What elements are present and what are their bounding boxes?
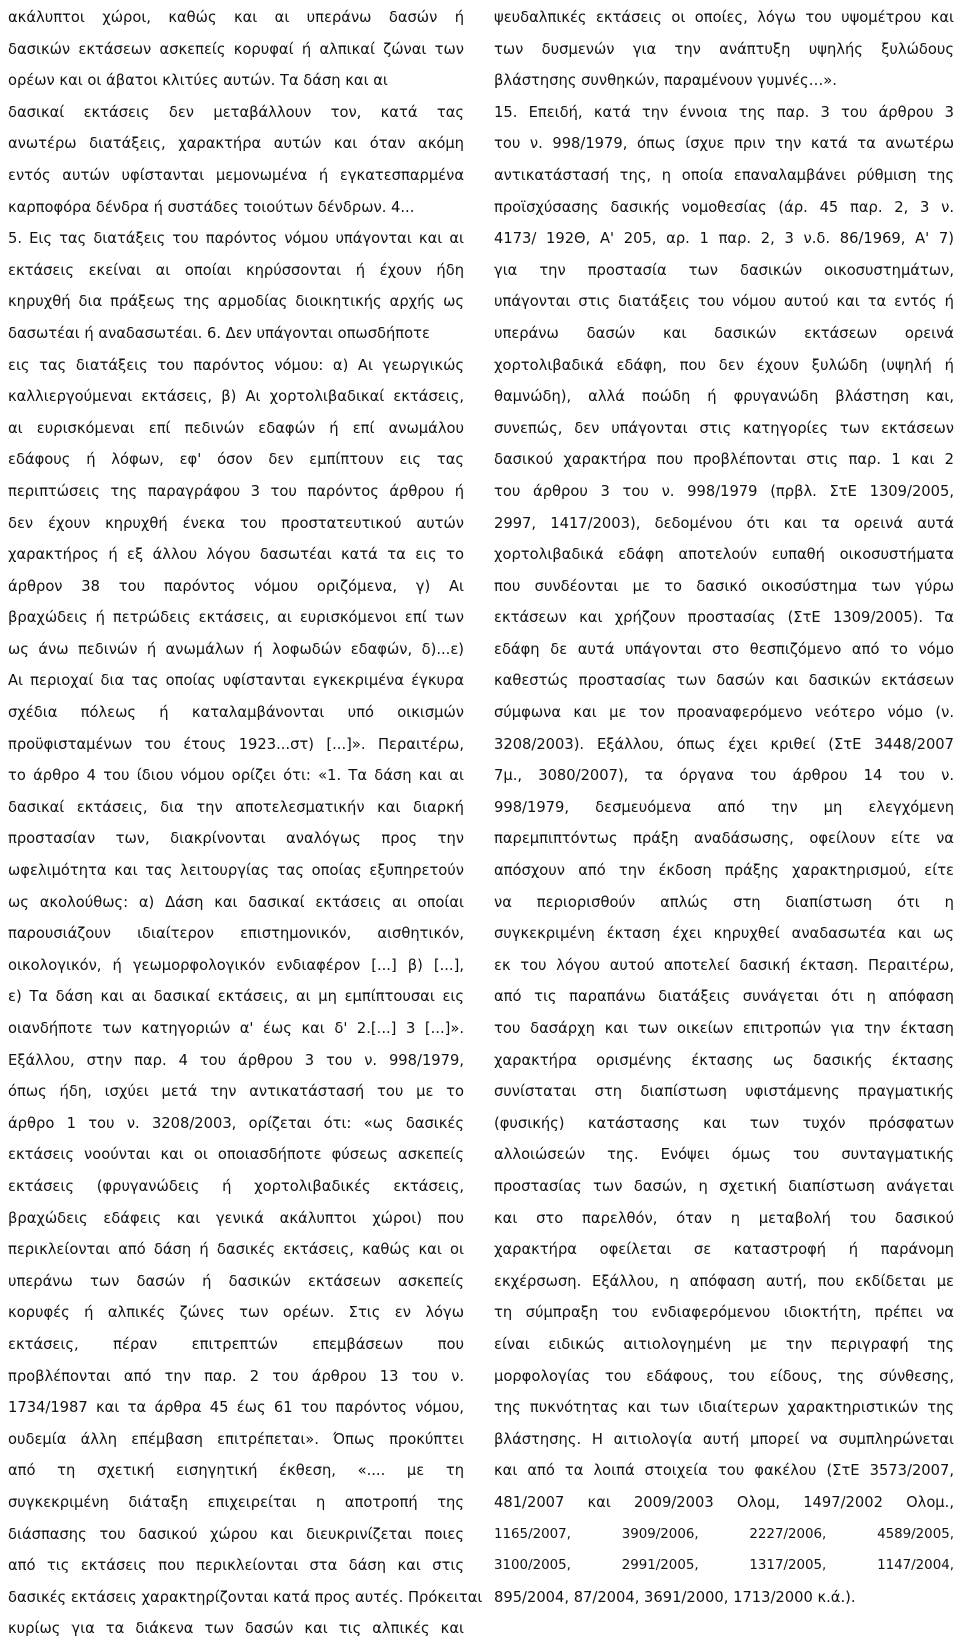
text-line: κορυφές ή αλπικές ζώνες των ορέων. Στις εν λόγω — [8, 1304, 464, 1322]
text-line: του άρθρου 3 του ν. 998/1979 (πρβλ. ΣτΕ 1309/2005, — [494, 482, 954, 500]
text-line: εδάφους ή λόφων, εφ' όσον δεν εμπίπτουν εις τας — [8, 451, 464, 469]
text-line: 998/1979, δεσμευόμενα από την μη ελεγχόμενη — [494, 798, 954, 816]
text-line: του δασάρχη και των οικείων επιτροπών για την έκταση — [494, 1020, 954, 1037]
text-line: αι ευρισκόμεναι επί πεδινών εδαφών ή επί ανωμάλου — [8, 419, 464, 437]
text-line: περιπτώσεις της παραγράφου 3 του παρόντος άρθρου ή — [8, 482, 464, 500]
text-line: σχέδια πόλεως ή καταλαμβάνονται υπό οικισμών — [8, 704, 464, 722]
text-line: χαρακτήρα οφείλεται σε καταστροφή ή παράνομη — [494, 1241, 954, 1259]
text-line: ψευδαλπικές εκτάσεις οι οποίες, λόγω του υψομέτρου και — [494, 9, 954, 26]
text-line: διάσπασης του δασικού χώρου και διευκρινίζεται ποιες — [8, 1525, 464, 1543]
text-line: των δυσμενών για την ανάπτυξη υψηλής ξυλώδους — [494, 40, 954, 58]
text-line: του ν. 998/1979, όπως ίσχυε πριν την κατά τα ανωτέρω — [494, 135, 954, 153]
text-line: άρθρον 38 του παρόντος νόμου οριζόμενα, γ) Αι — [8, 577, 464, 595]
text-line: υπάγονται στις διατάξεις του νόμου αυτού και τα εντός ή — [494, 293, 954, 311]
text-line: της πυκνότητας και των ιδιαίτερων χαρακτηριστικών της — [494, 1399, 954, 1417]
text-line: όπως ήδη, ισχύει μετά την αντικατάστασή του με το — [8, 1083, 464, 1101]
text-line: χαρακτήρα ορισμένης έκτασης ως δασικής έκτασης — [494, 1051, 954, 1069]
text-line: απόσχουν από την έκδοση πράξης χαρακτηρισμού, είτε — [494, 862, 954, 880]
text-line: εκτάσεις εκείναι αι οποίαι κηρύσσονται ή έχουν ήδη — [8, 261, 464, 279]
text-line: εκτάσεις νοούνται και οι οποιασδήποτε φύσεως ασκεπείς — [8, 1146, 464, 1164]
text-line: 1734/1987 και τα άρθρα 45 έως 61 του παρόντος νόμου, — [8, 1399, 464, 1417]
text-line: και στο παρελθόν, όταν η μεταβολή του δασικού — [494, 1209, 954, 1227]
text-line: προϊσχύσασης δασικής νομοθεσίας (άρ. 45 παρ. 2, 3 ν. — [494, 198, 954, 216]
text-line: (φυσικής) κατάστασης και των τυχόν πρόσφατων — [494, 1114, 954, 1132]
text-line: καθεστώς προστασίας των δασών και δασικών εκτάσεων — [494, 672, 954, 690]
text-line: μορφολογίας του εδάφους, του είδους, της σύνθεσης, — [494, 1367, 954, 1385]
text-line: υπεράνω των δασών ή δασικών εκτάσεων ασκεπείς — [8, 1272, 464, 1290]
text-line: δασικές εκτάσεις χαρακτηρίζονται κατά προς αυτές. Πρόκειται — [8, 1588, 483, 1606]
text-line: άρθρο 1 του ν. 3208/2003, ορίζεται ότι: «ως δασικές — [8, 1114, 464, 1132]
text-line: συγκεκριμένη διάταξη επιχειρείται η αποτροπή της — [8, 1493, 464, 1511]
text-line: καρποφόρα δένδρα ή συστάδες τοιούτων δένδρων. 4... — [8, 198, 415, 216]
text-line: προβλέπονται από την παρ. 2 του άρθρου 13 του ν. — [8, 1367, 464, 1385]
text-line: σύμφωνα και με τον προαναφερόμενο νεότερο νόμο (ν. — [494, 704, 954, 722]
left-column — [8, 2, 483, 1638]
text-line: που συνδέονται με το δασικό οικοσύστημα των γύρω — [494, 577, 954, 595]
text-line: παρεμπιπτόντως πράξη αναδάσωσης, οφείλουν είτε να — [494, 830, 954, 848]
text-line: προστασίαν των, διακρίνονται αναλόγως προς την — [8, 830, 464, 848]
text-line: συνεπώς, δεν υπάγονται στις κατηγορίες των εκτάσεων — [494, 419, 954, 437]
text-line: δασωτέαι ή αναδασωτέαι. 6. Δεν υπάγονται οπωσδήποτε — [8, 324, 430, 342]
text-line: χαρακτήρος ή εξ άλλου λόγου δασωτέαι κατά τα εις το — [8, 546, 464, 564]
text-line: παρουσιάζουν ιδιαίτερον επιστημονικόν, αισθητικόν, — [8, 925, 464, 943]
text-line: χορτολιβαδικά εδάφη αποτελούν ευπαθή οικοσυστήματα — [494, 546, 954, 564]
text-line: δασικών εκτάσεων ασκεπείς κορυφαί ή αλπικαί ζώναι των — [8, 40, 464, 58]
text-line: εκχέρσωση. Εξάλλου, η απόφαση αυτή, που εκδίδεται με — [494, 1272, 954, 1290]
text-line: θαμνώδη), αλλά ποώδη ή φρυγανώδη βλάστηση και, — [494, 388, 954, 406]
text-line: είναι ειδικώς αιτιολογημένη με την περιγραφή της — [494, 1335, 954, 1353]
text-line: 3208/2003). Εξάλλου, όπως έχει κριθεί (ΣτΕ 3448/2007 — [494, 735, 954, 753]
text-line: δασικού χαρακτήρα που προβλέπονται στις παρ. 1 και 2 — [494, 451, 954, 469]
text-line: ακάλυπτοι χώροι, καθώς και αι υπεράνω δασών ή — [8, 9, 464, 26]
text-line: κηρυχθή δια πράξεως της αρμοδίας διοικητικής αρχής ως — [8, 293, 464, 311]
text-line: ανωτέρω διατάξεις, χαρακτήρα αυτών και όταν ακόμη — [8, 135, 464, 153]
text-line: συνίσταται στη διαπίστωση υφιστάμενης πραγματικής — [494, 1083, 954, 1101]
text-line: εδάφη δε αυτά υπάγονται στο θεσπιζόμενο από το νόμο — [494, 640, 954, 658]
text-line: χορτολιβαδικά εδάφη, που δεν έχουν ξυλώδη (υψηλή ή — [494, 356, 954, 374]
text-line: ουδεμία άλλη επέμβαση επιτρέπεται». Όπως προκύπτει — [8, 1430, 464, 1448]
text-line: εκτάσεων και χρήζουν προστασίας (ΣτΕ 1309/2005). Τα — [494, 609, 954, 627]
text-line: από τις εκτάσεις που περικλείονται στα δάση και στις — [8, 1557, 464, 1575]
text-line: 4173/ 192Θ, Α' 205, αρ. 1 παρ. 2, 3 ν.δ. 86/1969, Α' 7) — [494, 230, 954, 248]
text-line: 1165/2007, 3909/2006, 2227/2006, 4589/2005, — [494, 1526, 954, 1542]
text-line: δασικαί εκτάσεις, δια την αποτελεσματικήν και διαρκή — [8, 798, 464, 816]
text-line: το άρθρο 4 του ίδιου νόμου ορίζει ότι: «1. Τα δάση και αι — [8, 767, 464, 785]
text-line: 15. Επειδή, κατά την έννοια της παρ. 3 του άρθρου 3 — [494, 103, 954, 121]
text-line: από τις παραπάνω διατάξεις συνάγεται ότι η απόφαση — [494, 988, 954, 1006]
text-line: ορέων και οι άβατοι κλιτύες αυτών. Τα δάση και αι — [8, 72, 388, 90]
text-line: τη σύμπραξη του ενδιαφερόμενου ιδιοκτήτη, πρέπει να — [494, 1304, 954, 1322]
text-line: από τη σχετική εισηγητική έκθεση, «.... με τη — [8, 1462, 464, 1480]
text-line: εκτάσεις, πέραν επιτρεπτών επεμβάσεων που — [8, 1335, 464, 1353]
text-line: βλάστησης συνθηκών, παραμένουν γυμνές…». — [494, 72, 837, 90]
text-line: καλλιεργούμεναι εκτάσεις, β) Αι χορτολιβαδικαί εκτάσεις, — [8, 388, 464, 406]
text-line: ως άνω πεδινών ή ανωμάλων ή λοφωδών εδαφών, δ)...ε) — [8, 640, 464, 658]
text-line: περικλείονται από δάση ή δασικές εκτάσεις, καθώς και οι — [8, 1241, 464, 1259]
text-line: 7μ., 3080/2007), τα όργανα του άρθρου 14 του ν. — [494, 767, 954, 785]
text-line: οιανδήποτε των κατηγοριών α' έως και δ' 2.[...] 3 [...]». — [8, 1020, 464, 1037]
right-column — [494, 2, 954, 1606]
text-line: συγκεκριμένη έκταση έχει κηρυχθεί αναδασωτέα και ως — [494, 925, 954, 943]
text-line: εκτάσεις (φρυγανώδεις ή χορτολιβαδικές εκτάσεις, — [8, 1177, 464, 1195]
text-line: εις τας διατάξεις του παρόντος νόμου: α) Αι γεωργικώς — [8, 356, 464, 374]
text-line: να περιορισθούν απλώς στη διαπίστωση ότι η — [494, 893, 954, 911]
text-line: υπεράνω δασών και δασικών εκτάσεων ορεινά — [494, 324, 954, 342]
text-line: βραχώδεις εδάφεις και γενικά ακάλυπτοι χώροι) που — [8, 1209, 464, 1227]
text-line: ως ακολούθως: α) Δάση και δασικαί εκτάσεις αι οποίαι — [8, 893, 464, 911]
text-line: δασικαί εκτάσεις δεν μεταβάλλουν τον, κατά τας — [8, 103, 464, 121]
text-line: για την προστασία των δασικών οικοσυστημάτων, — [494, 261, 954, 279]
text-line: Αι περιοχαί δια τας οποίας υφίστανται εγκεκριμένα έγκυρα — [8, 672, 464, 690]
text-line: εκ του λόγου αυτού αποτελεί δασική έκταση. Περαιτέρω, — [494, 956, 954, 974]
text-line: βλάστησης. Η αιτιολογία αυτή μπορεί να συμπληρώνεται — [494, 1430, 954, 1448]
text-line: βραχώδεις ή πετρώδεις εκτάσεις, αι ευρισκόμενοι επί των — [8, 609, 464, 627]
text-line: προϋφισταμένων του έτους 1923...στ) [...]». Περαιτέρω, — [8, 735, 464, 753]
text-line: ωφελιμότητα και τας λειτουργίας τας οποίας εξυπηρετούν — [8, 862, 464, 880]
text-line: 5. Εις τας διατάξεις του παρόντος νόμου υπάγονται και αι — [8, 230, 464, 248]
text-line: προστασίας των δασών, η σχετική διαπίστωση ανάγεται — [494, 1177, 954, 1195]
text-line: αλλοιώσεών της. Ενόψει όμως του συνταγματικής — [494, 1146, 954, 1164]
text-line: 2997, 1417/2003), δεδομένου ότι και τα ορεινά αυτά — [494, 514, 954, 532]
text-line: οικολογικόν, ή γεωμορφολογικόν ενδιαφέρον [...] β) [...], — [8, 956, 464, 974]
text-line: κυρίως για τα διάκενα των δασών και τις αλπικές και — [8, 1620, 464, 1638]
text-line: 481/2007 και 2009/2003 Ολομ, 1497/2002 Ολομ., — [494, 1493, 954, 1511]
text-line: 895/2004, 87/2004, 3691/2000, 1713/2000 κ.ά.). — [494, 1588, 856, 1606]
text-line: αντικατάστασή της, η οποία επαναλαμβάνει ρύθμιση της — [494, 166, 954, 184]
text-line: ε) Τα δάση και αι δασικαί εκτάσεις, αι μη εμπίπτουσαι εις — [8, 988, 464, 1006]
text-line: εντός αυτών υφίστανται μεμονωμένα ή εγκατεσπαρμένα — [8, 166, 464, 184]
text-line: Εξάλλου, στην παρ. 4 του άρθρου 3 του ν. 998/1979, — [8, 1051, 464, 1069]
text-line: δεν έχουν κηρυχθή ένεκα του προστατευτικού αυτών — [8, 514, 464, 532]
text-line: και από τα λοιπά στοιχεία του φακέλου (ΣτΕ 3573/2007, — [494, 1462, 954, 1480]
text-line: 3100/2005, 2991/2005, 1317/2005, 1147/2004, — [494, 1558, 954, 1574]
